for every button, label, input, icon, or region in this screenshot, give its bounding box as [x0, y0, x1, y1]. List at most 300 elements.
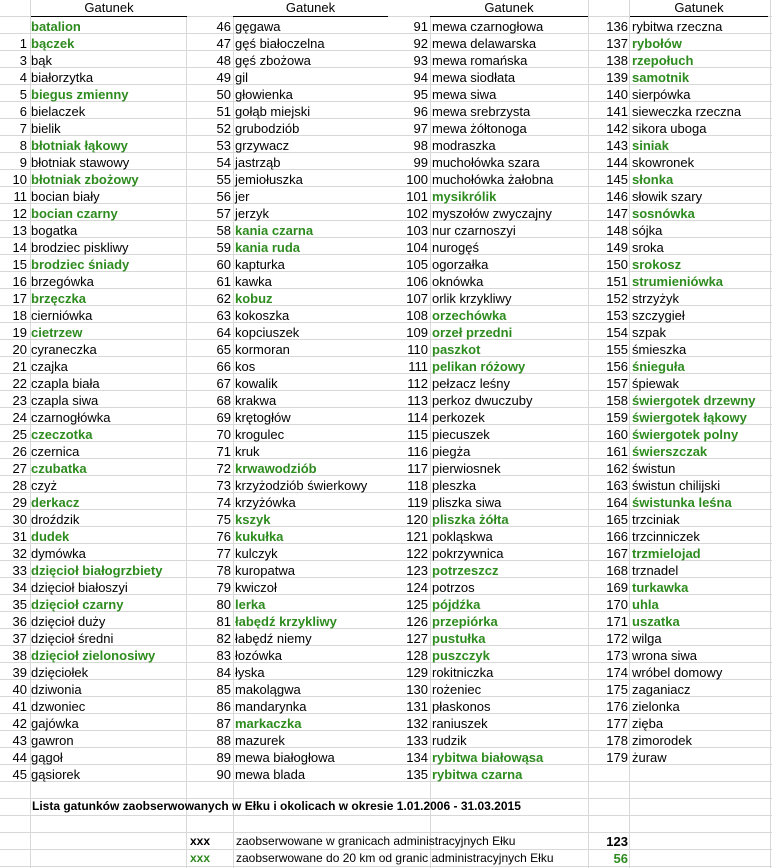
species-number: 59: [216, 240, 231, 255]
species-number: 155: [606, 342, 628, 357]
species-name: gągoł: [31, 750, 63, 765]
species-name: kwiczoł: [235, 580, 277, 595]
species-name: jastrząb: [235, 155, 281, 170]
species-number: 127: [406, 631, 428, 646]
species-name: czubatka: [31, 461, 87, 476]
species-number: 4: [19, 70, 27, 85]
species-number: 98: [413, 138, 428, 153]
species-number: 152: [606, 291, 628, 306]
species-name: jerzyk: [235, 206, 269, 221]
species-number: 16: [12, 274, 27, 289]
species-number: 133: [406, 733, 428, 748]
species-name: uhla: [632, 597, 659, 612]
species-number: 89: [216, 750, 231, 765]
species-number: 69: [216, 410, 231, 425]
species-name: nurogęś: [432, 240, 479, 255]
species-number: 77: [216, 546, 231, 561]
species-name: kukułka: [235, 529, 284, 544]
species-name: łabędź krzykliwy: [235, 614, 337, 629]
species-number: 148: [606, 223, 628, 238]
species-number: 149: [606, 240, 628, 255]
species-name: błotniak łąkowy: [31, 138, 128, 153]
species-number: 9: [19, 155, 27, 170]
species-name: kormoran: [235, 342, 290, 357]
species-number: 114: [407, 410, 428, 425]
species-number: 174: [606, 665, 628, 680]
species-number: 97: [413, 121, 428, 136]
species-number: 104: [406, 240, 428, 255]
species-number: 107: [406, 291, 428, 306]
species-name: droździk: [31, 512, 80, 527]
species-number: 131: [406, 699, 428, 714]
species-name: łabędź niemy: [235, 631, 312, 646]
species-name: mewa białogłowa: [235, 750, 335, 765]
species-name: przepiórka: [432, 614, 498, 629]
species-name: śnieguła: [632, 359, 685, 374]
species-number: 22: [12, 376, 27, 391]
species-number: 156: [606, 359, 628, 374]
species-name: gil: [235, 70, 249, 85]
species-name: trznadel: [632, 563, 679, 578]
species-number: 162: [606, 461, 628, 476]
species-number: 125: [406, 597, 428, 612]
species-name: perkozek: [432, 410, 485, 425]
species-name: piecuszek: [432, 427, 490, 442]
species-number: 33: [12, 563, 27, 578]
species-name: mysikrólik: [432, 189, 497, 204]
species-number: 135: [406, 767, 428, 782]
species-name: krwawodziób: [235, 461, 317, 476]
species-name: czarnogłówka: [31, 410, 111, 425]
species-name: zimorodek: [632, 733, 692, 748]
species-number: 8: [19, 138, 27, 153]
species-number: 45: [12, 767, 27, 782]
species-number: 130: [406, 682, 428, 697]
species-name: brodziec piskliwy: [31, 240, 129, 255]
species-name: orlik krzykliwy: [432, 291, 512, 306]
species-number: 1: [19, 36, 27, 51]
species-name: paszkot: [432, 342, 481, 357]
species-number: 46: [216, 19, 231, 34]
species-number: 36: [12, 614, 27, 629]
species-name: śmieszka: [632, 342, 687, 357]
species-name: bączek: [31, 36, 75, 51]
species-number: 109: [406, 325, 428, 340]
species-number: 132: [406, 716, 428, 731]
species-number: 67: [216, 376, 231, 391]
species-number: 126: [406, 614, 428, 629]
species-number: 29: [12, 495, 27, 510]
species-number: 176: [606, 699, 628, 714]
species-number: 138: [606, 53, 628, 68]
species-name: orzechówka: [432, 308, 507, 323]
species-number: 139: [606, 70, 628, 85]
species-name: pokląskwa: [432, 529, 493, 544]
species-number: 120: [406, 512, 428, 527]
species-name: wilga: [632, 631, 662, 646]
species-name: rokitniczka: [432, 665, 494, 680]
legend-text-city: zaobserwowane w granicach administracyjnych Ełku: [236, 834, 516, 848]
species-name: rybitwa czarna: [432, 767, 523, 782]
species-name: czyż: [31, 478, 57, 493]
species-name: krzyżodziób świerkowy: [235, 478, 368, 493]
species-number: 7: [19, 121, 27, 136]
species-name: jemiołuszka: [235, 172, 303, 187]
species-name: bąk: [31, 53, 52, 68]
species-number: 147: [606, 206, 628, 221]
species-number: 37: [12, 631, 27, 646]
species-name: zielonka: [632, 699, 680, 714]
column-header: Gatunek: [430, 0, 588, 17]
species-name: mewa żółtonoga: [432, 121, 527, 136]
species-number: 163: [606, 478, 628, 493]
species-name: pełzacz leśny: [432, 376, 511, 391]
species-number: 115: [407, 427, 428, 442]
species-name: pierwiosnek: [432, 461, 501, 476]
species-name: pustułka: [432, 631, 486, 646]
species-name: świergotek łąkowy: [632, 410, 747, 425]
species-number: 161: [606, 444, 628, 459]
species-name: pliszka żółta: [432, 512, 509, 527]
species-number: 26: [12, 444, 27, 459]
species-name: płaskonos: [432, 699, 491, 714]
species-name: modraszka: [432, 138, 496, 153]
species-name: dzięcioł czarny: [31, 597, 124, 612]
species-number: 72: [216, 461, 231, 476]
species-name: bielik: [31, 121, 61, 136]
species-number: 38: [12, 648, 27, 663]
species-number: 99: [413, 155, 428, 170]
species-name: dzwoniec: [31, 699, 86, 714]
species-name: mewa blada: [235, 767, 306, 782]
species-name: gęś białoczelna: [235, 36, 325, 51]
species-number: 179: [606, 750, 628, 765]
species-name: potrzos: [432, 580, 475, 595]
species-number: 91: [413, 19, 428, 34]
species-name: gołąb miejski: [235, 104, 311, 119]
species-name: makolągwa: [235, 682, 301, 697]
species-number: 166: [606, 529, 628, 544]
legend-text-20km: zaobserwowane do 20 km od granic administracyjnych Ełku: [236, 851, 554, 865]
species-number: 154: [606, 325, 628, 340]
species-name: perkoz dwuczuby: [432, 393, 533, 408]
species-name: wróbel domowy: [632, 665, 723, 680]
species-name: myszołów zwyczajny: [432, 206, 552, 221]
species-name: rożeniec: [432, 682, 482, 697]
species-name: derkacz: [31, 495, 80, 510]
species-number: 141: [606, 104, 628, 119]
column-header: Gatunek: [233, 0, 388, 17]
species-name: bogatka: [31, 223, 78, 238]
species-number: 73: [216, 478, 231, 493]
species-name: brzęczka: [31, 291, 86, 306]
species-name: kuropatwa: [235, 563, 295, 578]
species-name: samotnik: [632, 70, 690, 85]
species-name: brodziec śniady: [31, 257, 130, 272]
species-number: 101: [406, 189, 428, 204]
column-header: Gatunek: [31, 0, 187, 17]
species-number: 122: [406, 546, 428, 561]
species-name: rybitwa rzeczna: [632, 19, 723, 34]
species-name: cyraneczka: [31, 342, 97, 357]
species-number: 51: [216, 104, 231, 119]
species-number: 168: [606, 563, 628, 578]
species-number: 151: [606, 274, 628, 289]
species-number: 23: [12, 393, 27, 408]
species-number: 95: [413, 87, 428, 102]
species-name: siniak: [632, 138, 669, 153]
species-number: 90: [216, 767, 231, 782]
species-number: 30: [12, 512, 27, 527]
species-name: raniuszek: [432, 716, 488, 731]
legend-count-20km: 56: [613, 851, 628, 866]
species-number: 146: [606, 189, 628, 204]
species-name: kokoszka: [235, 308, 290, 323]
species-name: krętogłów: [235, 410, 291, 425]
species-number: 140: [606, 87, 628, 102]
species-name: dziwonia: [31, 682, 82, 697]
species-name: dzięciołek: [31, 665, 89, 680]
species-name: orzeł przedni: [432, 325, 513, 340]
species-name: sierpówka: [632, 87, 691, 102]
species-number: 56: [216, 189, 231, 204]
species-number: 129: [406, 665, 428, 680]
species-name: mewa romańska: [432, 53, 528, 68]
species-number: 157: [606, 376, 628, 391]
species-number: 65: [216, 342, 231, 357]
species-name: dzięcioł białogrzbiety: [31, 563, 163, 578]
species-number: 123: [406, 563, 428, 578]
species-number: 25: [12, 427, 27, 442]
species-number: 142: [606, 121, 628, 136]
species-number: 42: [12, 716, 27, 731]
species-number: 21: [12, 359, 27, 374]
species-name: strzyżyk: [632, 291, 679, 306]
species-number: 80: [216, 597, 231, 612]
species-name: batalion: [31, 19, 81, 34]
species-number: 84: [216, 665, 231, 680]
species-name: czernica: [31, 444, 80, 459]
species-number: 13: [12, 223, 27, 238]
species-name: jer: [235, 189, 250, 204]
species-name: wrona siwa: [632, 648, 698, 663]
species-name: uszatka: [632, 614, 680, 629]
species-name: brzegówka: [31, 274, 94, 289]
species-number: 150: [606, 257, 628, 272]
species-number: 128: [406, 648, 428, 663]
species-name: pokrzywnica: [432, 546, 504, 561]
species-name: skowronek: [632, 155, 695, 170]
species-name: nur czarnoszyi: [432, 223, 516, 238]
list-title: Lista gatunków zaobserwowanych w Ełku i okolicach w okresie 1.01.2006 - 31.03.2015: [32, 799, 521, 813]
species-number: 83: [216, 648, 231, 663]
species-name: lerka: [235, 597, 266, 612]
species-number: 158: [606, 393, 628, 408]
species-number: 171: [606, 614, 628, 629]
species-name: gawron: [31, 733, 74, 748]
species-name: grubodziób: [235, 121, 300, 136]
species-number: 153: [606, 308, 628, 323]
species-number: 18: [12, 308, 27, 323]
species-number: 34: [12, 580, 27, 595]
species-name: dzięcioł zielonosiwy: [31, 648, 156, 663]
species-name: rybitwa białowąsa: [432, 750, 544, 765]
species-number: 15: [12, 257, 27, 272]
species-name: sikora uboga: [632, 121, 707, 136]
species-number: 172: [606, 631, 628, 646]
species-number: 55: [216, 172, 231, 187]
species-number: 74: [216, 495, 231, 510]
species-number: 173: [606, 648, 628, 663]
species-number: 137: [606, 36, 628, 51]
species-name: dymówka: [31, 546, 86, 561]
species-number: 24: [12, 410, 27, 425]
species-name: rudzik: [432, 733, 467, 748]
species-name: śpiewak: [632, 376, 679, 391]
species-name: mewa siodłata: [432, 70, 516, 85]
species-number: 71: [216, 444, 231, 459]
species-name: kulczyk: [235, 546, 278, 561]
species-number: 160: [606, 427, 628, 442]
species-name: dudek: [31, 529, 70, 544]
species-number: 6: [19, 104, 27, 119]
species-name: świergotek polny: [632, 427, 739, 442]
species-name: mandarynka: [235, 699, 307, 714]
species-number: 102: [406, 206, 428, 221]
species-number: 86: [216, 699, 231, 714]
species-name: świstun: [632, 461, 676, 476]
species-number: 31: [12, 529, 27, 544]
species-number: 167: [606, 546, 628, 561]
species-name: muchołówka żałobna: [432, 172, 554, 187]
species-number: 35: [12, 597, 27, 612]
species-name: dzięcioł białoszyi: [31, 580, 128, 595]
species-name: turkawka: [632, 580, 689, 595]
species-number: 81: [216, 614, 231, 629]
species-number: 70: [216, 427, 231, 442]
species-number: 75: [216, 512, 231, 527]
species-name: trzciniak: [632, 512, 680, 527]
species-name: zaganiacz: [632, 682, 691, 697]
species-name: grzywacz: [235, 138, 290, 153]
species-name: kruk: [235, 444, 260, 459]
species-name: kawka: [235, 274, 272, 289]
species-name: pliszka siwa: [432, 495, 502, 510]
species-number: 108: [406, 308, 428, 323]
species-name: pójdźka: [432, 597, 481, 612]
species-name: gęś zbożowa: [235, 53, 311, 68]
species-name: świergotek drzewny: [632, 393, 756, 408]
species-number: 159: [606, 410, 628, 425]
species-name: trzcinniczek: [632, 529, 700, 544]
species-name: błotniak zbożowy: [31, 172, 139, 187]
species-name: markaczka: [235, 716, 302, 731]
species-name: kowalik: [235, 376, 278, 391]
species-name: pelikan różowy: [432, 359, 526, 374]
species-number: 175: [606, 682, 628, 697]
species-number: 60: [216, 257, 231, 272]
species-number: 118: [407, 478, 428, 493]
species-name: łyska: [235, 665, 265, 680]
species-name: zięba: [632, 716, 664, 731]
species-number: 88: [216, 733, 231, 748]
species-number: 61: [216, 274, 231, 289]
species-name: mewa delawarska: [432, 36, 537, 51]
species-name: piegża: [432, 444, 471, 459]
species-number: 78: [216, 563, 231, 578]
species-name: biegus zmienny: [31, 87, 129, 102]
species-number: 76: [216, 529, 231, 544]
species-number: 32: [12, 546, 27, 561]
species-name: gąsiorek: [31, 767, 81, 782]
species-name: szpak: [632, 325, 666, 340]
species-name: dzięcioł duży: [31, 614, 106, 629]
species-number: 100: [406, 172, 428, 187]
species-name: świstunka leśna: [632, 495, 732, 510]
species-name: kszyk: [235, 512, 271, 527]
species-number: 170: [606, 597, 628, 612]
species-name: kopciuszek: [235, 325, 300, 340]
species-name: krakwa: [235, 393, 277, 408]
species-number: 119: [407, 495, 428, 510]
species-number: 103: [406, 223, 428, 238]
species-number: 27: [12, 461, 27, 476]
species-number: 17: [12, 291, 27, 306]
species-name: kania ruda: [235, 240, 301, 255]
species-name: łozówka: [235, 648, 282, 663]
column-header: Gatunek: [630, 0, 768, 17]
species-number: 54: [216, 155, 231, 170]
species-number: 48: [216, 53, 231, 68]
species-number: 52: [216, 121, 231, 136]
species-number: 96: [413, 104, 428, 119]
species-number: 111: [408, 359, 428, 374]
species-name: pleszka: [432, 478, 477, 493]
species-number: 144: [606, 155, 628, 170]
species-number: 110: [407, 342, 428, 357]
species-name: rybołów: [632, 36, 682, 51]
species-number: 145: [606, 172, 628, 187]
species-name: mewa siwa: [432, 87, 497, 102]
species-number: 50: [216, 87, 231, 102]
species-number: 105: [406, 257, 428, 272]
species-number: 5: [19, 87, 27, 102]
species-name: puszczyk: [432, 648, 490, 663]
species-number: 12: [12, 206, 27, 221]
species-number: 20: [12, 342, 27, 357]
species-name: świerszczak: [632, 444, 708, 459]
species-number: 49: [216, 70, 231, 85]
species-number: 164: [606, 495, 628, 510]
species-number: 44: [12, 750, 27, 765]
species-number: 92: [413, 36, 428, 51]
species-number: 94: [413, 70, 428, 85]
species-number: 62: [216, 291, 231, 306]
species-number: 136: [606, 19, 628, 34]
species-name: krogulec: [235, 427, 285, 442]
species-name: srokosz: [632, 257, 682, 272]
species-name: głowienka: [235, 87, 293, 102]
species-name: dzięcioł średni: [31, 631, 114, 646]
species-number: 93: [413, 53, 428, 68]
species-name: mewa srebrzysta: [432, 104, 531, 119]
species-name: bocian czarny: [31, 206, 118, 221]
species-number: 121: [406, 529, 428, 544]
species-number: 68: [216, 393, 231, 408]
species-name: słowik szary: [632, 189, 703, 204]
species-number: 134: [406, 750, 428, 765]
species-name: rzepołuch: [632, 53, 694, 68]
